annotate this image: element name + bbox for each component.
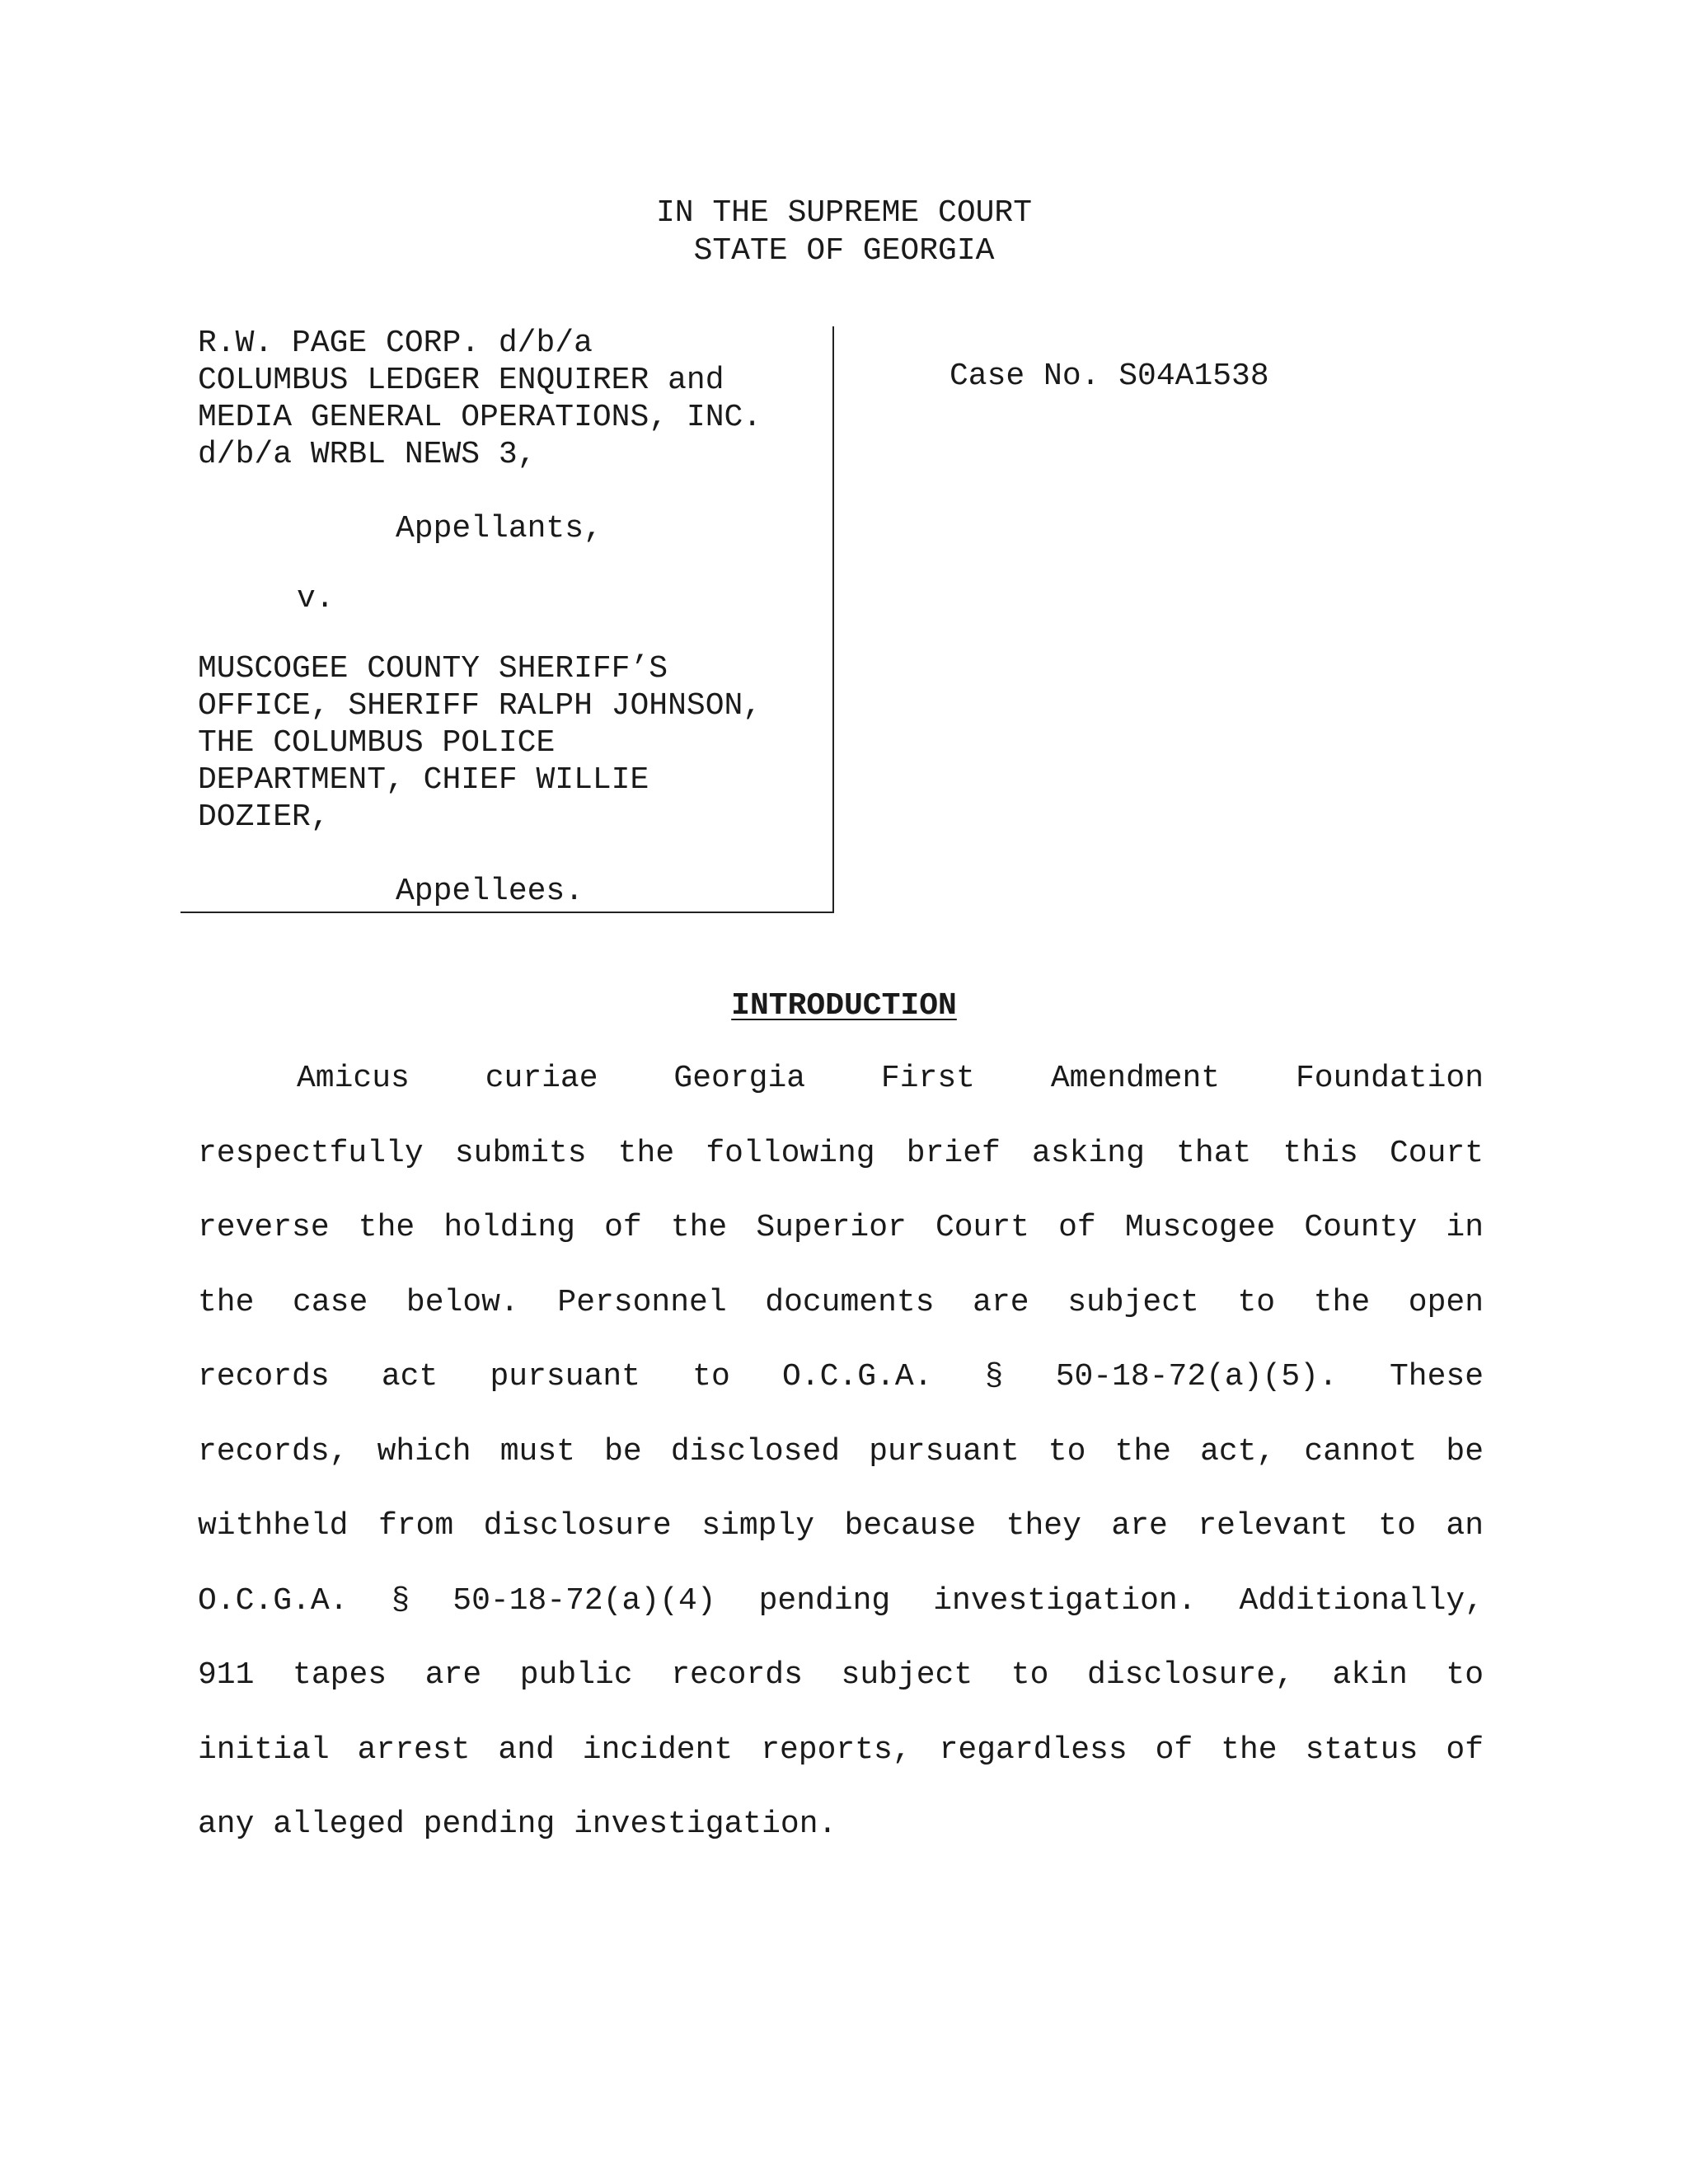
paragraph-line: records act pursuant to O.C.G.A. § 50-18-72(a)(5). These	[198, 1359, 1484, 1394]
introduction-paragraph	[198, 1060, 1484, 1881]
paragraph-line: withheld from disclosure simply because they are relevant to an	[198, 1508, 1484, 1544]
paragraph-line: the case below. Personnel documents are subject to the open	[198, 1284, 1484, 1320]
appellant-line: d/b/a WRBL NEWS 3,	[198, 437, 537, 472]
caption-divider-vertical	[832, 326, 834, 913]
appellee-line: MUSCOGEE COUNTY SHERIFF’S	[198, 651, 668, 687]
court-name: IN THE SUPREME COURT	[655, 195, 1033, 231]
case-number: Case No. S04A1538	[950, 359, 1269, 394]
appellant-line: COLUMBUS LEDGER ENQUIRER and	[198, 363, 724, 398]
paragraph-line: Amicus curiae Georgia First Amendment Foundation	[297, 1061, 1484, 1096]
appellant-line: MEDIA GENERAL OPERATIONS, INC.	[198, 400, 762, 435]
case-caption-parties	[198, 325, 832, 910]
paragraph-line: respectfully submits the following brief asking that this Court	[198, 1135, 1484, 1171]
appellee-line: THE COLUMBUS POLICE	[198, 725, 556, 761]
versus-label: v.	[297, 581, 335, 616]
appellee-line: DOZIER,	[198, 799, 330, 835]
appellee-line: DEPARTMENT, CHIEF WILLIE	[198, 762, 649, 798]
paragraph-line: initial arrest and incident reports, regardless of the status of	[198, 1732, 1484, 1768]
appellees-label: Appellees.	[396, 874, 584, 909]
paragraph-line: O.C.G.A. § 50-18-72(a)(4) pending investigation. Additionally,	[198, 1582, 1484, 1619]
appellee-line: OFFICE, SHERIFF RALPH JOHNSON,	[198, 688, 762, 724]
section-title-text: INTRODUCTION	[731, 988, 957, 1024]
appellants-label: Appellants,	[396, 511, 603, 546]
paragraph-line: 911 tapes are public records subject to disclosure, akin to	[198, 1657, 1484, 1693]
paragraph-line: reverse the holding of the Superior Court of Muscogee County in	[198, 1210, 1484, 1245]
paragraph-line: records, which must be disclosed pursuant to the act, cannot be	[198, 1433, 1484, 1469]
court-state: STATE OF GEORGIA	[693, 233, 995, 269]
paragraph-line: any alleged pending investigation.	[198, 1807, 837, 1842]
caption-divider-horizontal	[181, 912, 834, 913]
appellant-line: R.W. PAGE CORP. d/b/a	[198, 326, 593, 361]
section-title	[0, 987, 1688, 1025]
